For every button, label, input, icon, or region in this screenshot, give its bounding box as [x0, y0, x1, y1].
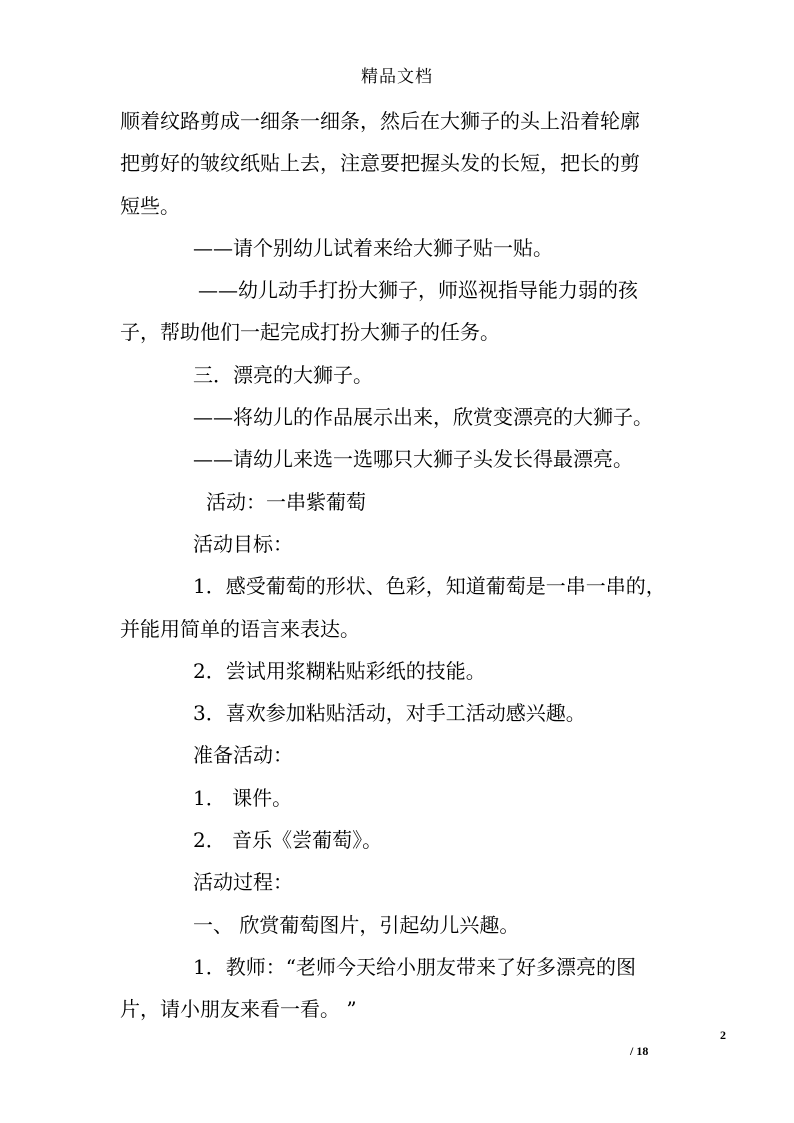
section-heading: 活动过程： — [193, 870, 293, 895]
paragraph-line: ——将幼儿的作品展示出来，欣赏变漂亮的大狮子。 — [193, 405, 653, 430]
paragraph-line: 子，帮助他们一起完成打扮大狮子的任务。 — [120, 320, 500, 345]
list-item: 1． 课件。 — [193, 785, 293, 810]
list-item: 1．感受葡萄的形状、色彩，知道葡萄是一串一串的， — [193, 574, 666, 599]
list-item: 2．尝试用浆糊粘贴彩纸的技能。 — [193, 658, 486, 683]
document-body — [120, 100, 680, 1031]
paragraph-line: 并能用简单的语言来表达。 — [120, 616, 360, 641]
page-total: / 18 — [630, 1044, 649, 1058]
paragraph-line: ——幼儿动手打扮大狮子，师巡视指导能力弱的孩 — [198, 278, 638, 303]
paragraph-line: ——请幼儿来选一选哪只大狮子头发长得最漂亮。 — [193, 447, 633, 472]
paragraph-line: ——请个别幼儿试着来给大狮子贴一贴。 — [193, 235, 553, 260]
document-header: 精品文档 — [361, 67, 433, 87]
paragraph-line: 片，请小朋友来看一看。 ” — [120, 997, 357, 1022]
activity-title: 活动：一串紫葡萄 — [206, 489, 366, 514]
list-item: 1．教师：“老师今天给小朋友带来了好多漂亮的图 — [193, 954, 636, 979]
page-number: 2 — [720, 1028, 726, 1042]
list-item: 一、 欣赏葡萄图片，引起幼儿兴趣。 — [193, 912, 520, 937]
paragraph-line: 顺着纹路剪成一细条一细条，然后在大狮子的头上沿着轮廓 — [120, 109, 640, 133]
list-item: 3．喜欢参加粘贴活动，对手工活动感兴趣。 — [193, 701, 586, 726]
paragraph-line: 短些。 — [120, 193, 180, 218]
section-heading: 准备活动： — [193, 743, 293, 768]
section-heading: 活动目标： — [193, 531, 293, 556]
list-item: 2． 音乐《尝葡萄》。 — [193, 828, 383, 853]
section-heading: 三．漂亮的大狮子。 — [193, 362, 373, 387]
paragraph-line: 把剪好的皱纹纸贴上去，注意要把握头发的长短，把长的剪 — [120, 151, 640, 176]
